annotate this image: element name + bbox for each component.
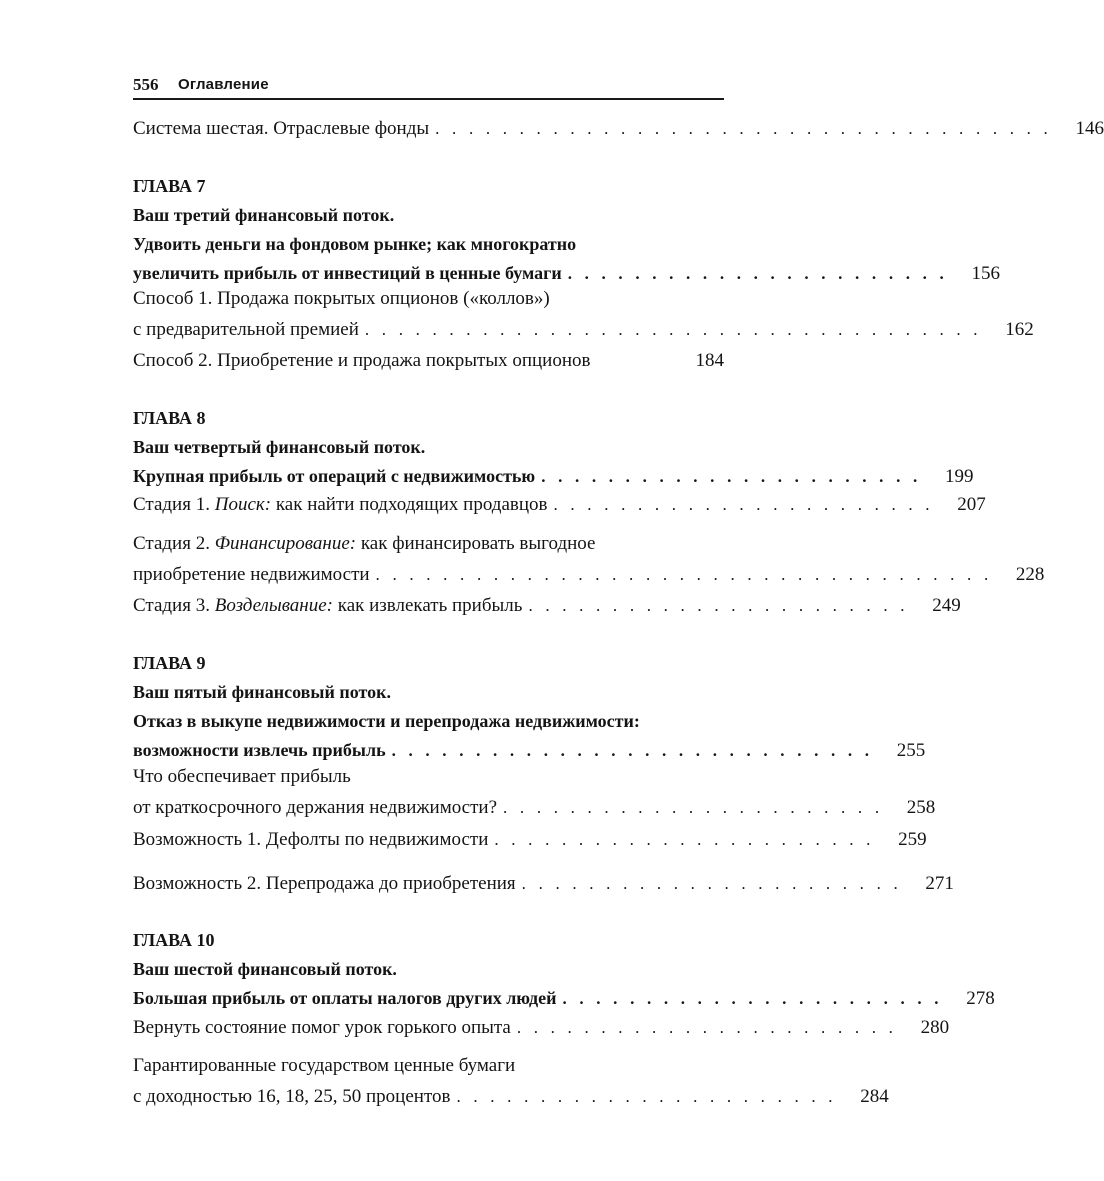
chapter-title-line: Ваш четвертый финансовый поток. bbox=[133, 437, 426, 457]
toc-entry-stage-3: Стадия 3. Возделывание: как извлекать прибыль . . . . . . . . . . . . . . . . . . . . . . . 249 bbox=[133, 590, 724, 621]
chapter-8 bbox=[133, 404, 974, 491]
chapter-title-line: Удвоить деньги на фондовом рынке; как многократно bbox=[133, 234, 577, 254]
chapter-title-line: Ваш пятый финансовый поток. bbox=[133, 682, 391, 702]
chapter-7 bbox=[133, 172, 1000, 288]
page-ref: 249 bbox=[932, 595, 961, 616]
leader-dots: . . . . . . . . . . . . . . . . . . . . . . . bbox=[553, 495, 934, 514]
page-ref: 255 bbox=[896, 740, 926, 761]
page-ref: 271 bbox=[925, 873, 954, 894]
page-ref: 278 bbox=[966, 988, 995, 1009]
toc-entry-opportunity-1: Возможность 1. Дефолты по недвижимости . . . . . . . . . . . . . . . . . . . . . . . 259 bbox=[133, 824, 724, 855]
chapter-title-line: возможности извлечь прибыль bbox=[133, 740, 386, 760]
toc-entry-stage-2: Стадия 2. Финансирование: как финансировать выгодное приобретение недвижимости . . . . . . . . . . . . . . . . . . . . . . . . . . . . . . . . . . . . . 228 bbox=[133, 528, 724, 590]
page-ref: 258 bbox=[906, 797, 936, 818]
leader-dots: . . . . . . . . . . . . . . . . . . . . . . . . . . . . . bbox=[391, 741, 874, 760]
toc-entry-what-provides: Что обеспечивает прибыль от краткосрочного держания недвижимости? . . . . . . . . . . . . . . . . . . . . . . . 258 bbox=[133, 761, 724, 823]
chapter-10 bbox=[133, 926, 995, 1013]
chapter-title-line: Большая прибыль от оплаты налогов других людей bbox=[133, 988, 557, 1008]
leader-dots: . . . . . . . . . . . . . . . . . . . . . . . . . . . . . . . . . . . . . bbox=[435, 119, 1052, 138]
leader-dots: . . . . . . . . . . . . . . . . . . . . . . . bbox=[516, 1018, 898, 1037]
leader-dots: . . . . . . . . . . . . . . . . . . . . . . . bbox=[562, 989, 943, 1008]
chapter-title-line: увеличить прибыль от инвестиций в ценные бумаги bbox=[133, 263, 562, 283]
toc-entry-method-2: Способ 2. Приобретение и продажа покрытых опционов 184 bbox=[133, 345, 724, 376]
leader-dots: . . . . . . . . . . . . . . . . . . . . . . . bbox=[456, 1087, 837, 1106]
chapter-label: ГЛАВА 9 bbox=[133, 653, 206, 673]
page-ref: 259 bbox=[898, 829, 927, 850]
chapter-label: ГЛАВА 8 bbox=[133, 408, 206, 428]
chapter-title-line: Ваш шестой финансовый поток. bbox=[133, 959, 397, 979]
chapter-title-line: Крупная прибыль от операций с недвижимостью bbox=[133, 466, 536, 486]
chapter-label: ГЛАВА 10 bbox=[133, 930, 215, 950]
leader-dots: . . . . . . . . . . . . . . . . . . . . . . . bbox=[503, 798, 884, 817]
page-ref: 199 bbox=[944, 466, 974, 487]
chapter-title-line: Отказ в выкупе недвижимости и перепродажа недвижимости: bbox=[133, 711, 640, 731]
page-ref: 156 bbox=[971, 263, 1000, 284]
leader-dots: . . . . . . . . . . . . . . . . . . . . . . . . . . . . . . . . . . . . . bbox=[364, 320, 982, 339]
toc-entry-return-fortune: Вернуть состояние помог урок горького опыта . . . . . . . . . . . . . . . . . . . . . . . 280 bbox=[133, 1012, 724, 1043]
toc-entry-opportunity-2: Возможность 2. Перепродажа до приобретения . . . . . . . . . . . . . . . . . . . . . . . 271 bbox=[133, 868, 724, 899]
leader-dots: . . . . . . . . . . . . . . . . . . . . . . . bbox=[521, 874, 902, 893]
chapter-title-line: Ваш третий финансовый поток. bbox=[133, 205, 395, 225]
toc-entry-method-1: Способ 1. Продажа покрытых опционов («коллов») с предварительной премией . . . . . . . . . . . . . . . . . . . . . . . . . . . . . . . . . . . . . 162 bbox=[133, 283, 724, 345]
toc-entry-stage-1: Стадия 1. Поиск: как найти подходящих продавцов . . . . . . . . . . . . . . . . . . . . . . . 207 bbox=[133, 489, 724, 520]
chapter-9 bbox=[133, 649, 926, 765]
page-ref: 228 bbox=[1015, 564, 1045, 585]
leader-dots: . . . . . . . . . . . . . . . . . . . . . . . bbox=[528, 596, 909, 615]
page-ref: 162 bbox=[1005, 319, 1034, 340]
page-number: 556 bbox=[133, 75, 159, 94]
page-ref: 280 bbox=[920, 1017, 950, 1038]
running-title: Оглавление bbox=[178, 76, 269, 93]
leader-dots: . . . . . . . . . . . . . . . . . . . . . . . bbox=[541, 467, 922, 486]
page-ref: 146 bbox=[1075, 118, 1104, 139]
page-ref: 184 bbox=[695, 350, 724, 371]
leader-dots: . . . . . . . . . . . . . . . . . . . . . . . bbox=[567, 264, 948, 283]
toc-entry-system-six: Система шестая. Отраслевые фонды . . . . . . . . . . . . . . . . . . . . . . . . . . . . . . . . . . . . . 146 bbox=[133, 113, 724, 144]
leader-dots: . . . . . . . . . . . . . . . . . . . . . . . bbox=[494, 830, 875, 849]
leader-dots: . . . . . . . . . . . . . . . . . . . . . . . . . . . . . . . . . . . . . bbox=[375, 565, 993, 584]
toc-entry-government-securities: Гарантированные государством ценные бумаги с доходностью 16, 18, 25, 50 процентов . . . . . . . . . . . . . . . . . . . . . . . 284 bbox=[133, 1050, 724, 1112]
page-ref: 207 bbox=[957, 494, 986, 515]
chapter-label: ГЛАВА 7 bbox=[133, 176, 206, 196]
running-header bbox=[133, 72, 724, 100]
page-ref: 284 bbox=[860, 1086, 889, 1107]
